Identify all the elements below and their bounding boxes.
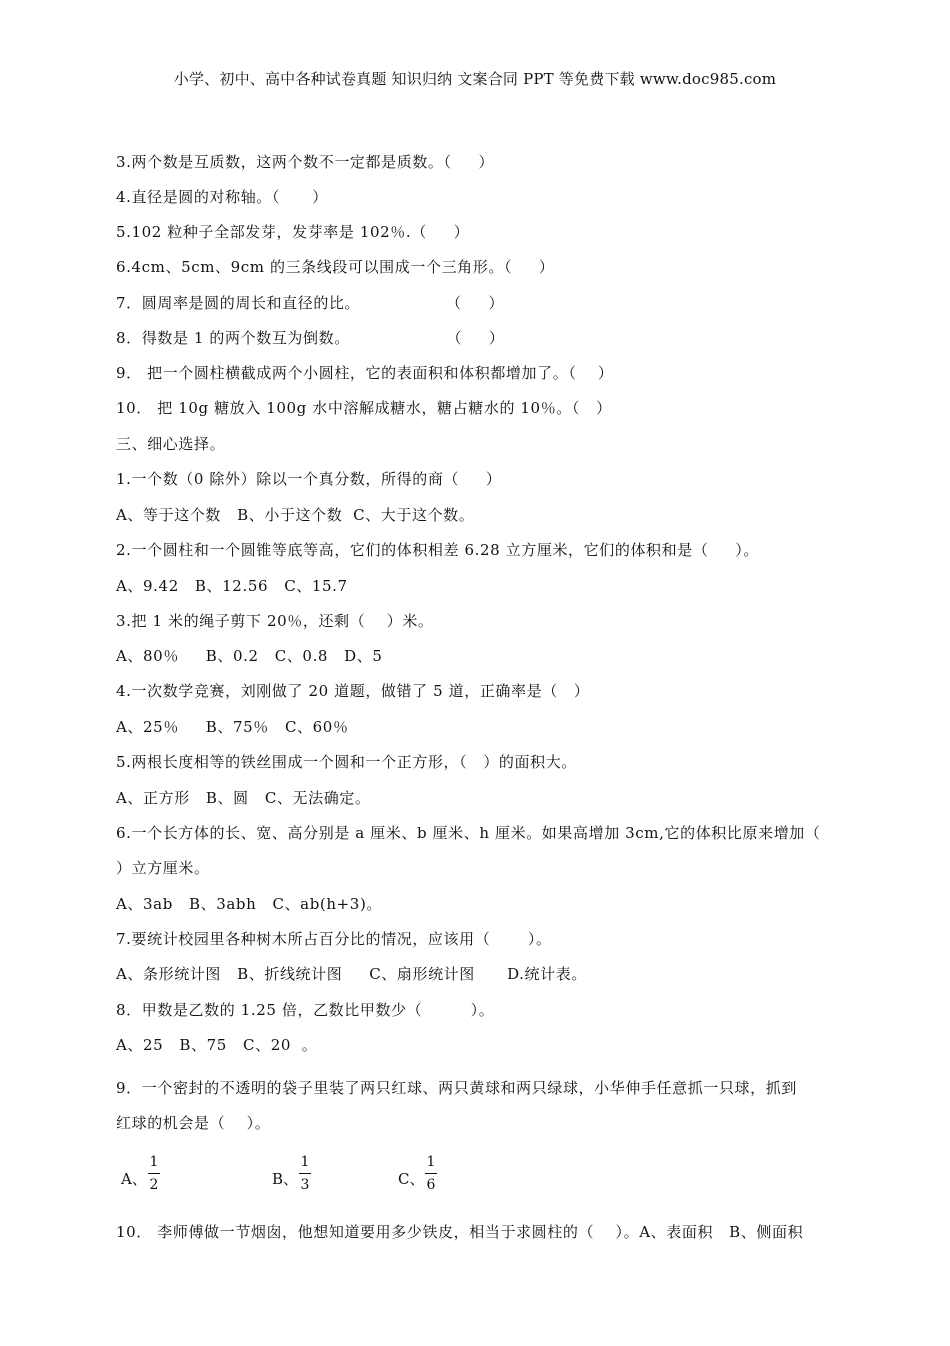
choice-q3: 3.把 1 米的绳子剪下 20％，还剩（ ）米。 (116, 612, 434, 630)
numerator: 1 (426, 1154, 436, 1170)
choice-q6: 6.一个长方体的长、宽、高分别是 a 厘米、b 厘米、h 厘米。如果高增加 3cm,它的体积比原来增加（ (116, 824, 821, 842)
choice-q2: 2.一个圆柱和一个圆锥等底等高，它们的体积相差 6.28 立方厘米，它们的体积和是（ ）。 (116, 541, 759, 559)
choice-q5-options: A、正方形 B、圆 C、无法确定。 (116, 789, 371, 807)
judge-item-4: 4.直径是圆的对称轴。（ ） (116, 188, 328, 206)
judge-item-6: 6.4cm、5cm、9cm 的三条线段可以围成一个三角形。（ ） (116, 258, 555, 276)
judge-item-5: 5.102 粒种子全部发芽，发芽率是 102％.（ ） (116, 223, 470, 241)
judge-item-7: 7．圆周率是圆的周长和直径的比。 （ ） (116, 294, 505, 312)
option-b-label: B、 (272, 1170, 299, 1188)
judge-item-9: 9． 把一个圆柱横截成两个小圆柱，它的表面积和体积都增加了。（ ） (116, 364, 614, 382)
choice-q1-options: A、等于这个数 B、小于这个数 C、大于这个数。 (116, 506, 475, 524)
choice-q1: 1.一个数（0 除外）除以一个真分数，所得的商（ ） (116, 470, 502, 488)
judge-item-3: 3.两个数是互质数，这两个数不一定都是质数。（ ） (116, 153, 495, 171)
judge-item-8: 8．得数是 1 的两个数互为倒数。 （ ） (116, 329, 505, 347)
section-title: 三、细心选择。 (116, 435, 226, 453)
fraction-third (299, 1154, 311, 1194)
fraction-bar (148, 1173, 160, 1174)
choice-q7-options: A、条形统计图 B、折线统计图 C、扇形统计图 D.统计表。 (116, 965, 587, 983)
fraction-half (148, 1154, 160, 1194)
choice-q10: 10． 李师傅做一节烟囱，他想知道要用多少铁皮，相当于求圆柱的（ ）。A、表面积 B、侧面积 (116, 1223, 804, 1241)
choice-q6-options: A、3ab B、3abh C、ab(h+3)。 (116, 895, 382, 913)
judge-item-10: 10． 把 10g 糖放入 100g 水中溶解成糖水，糖占糖水的 10％。（ ） (116, 399, 612, 417)
numerator: 1 (149, 1154, 159, 1170)
page-header: 小学、初中、高中各种试卷真题 知识归纳 文案合同 PPT 等免费下载 www.doc985.com (173, 70, 777, 88)
denominator: 3 (300, 1177, 310, 1193)
fraction-bar (425, 1173, 437, 1174)
choice-q3-options: A、80％ B、0.2 C、0.8 D、5 (116, 647, 383, 665)
choice-q2-options: A、9.42 B、12.56 C、15.7 (116, 577, 348, 595)
denominator: 2 (149, 1177, 159, 1193)
choice-q4: 4.一次数学竞赛，刘刚做了 20 道题，做错了 5 道，正确率是（ ） (116, 682, 590, 700)
option-c-label: C、 (398, 1170, 425, 1188)
choice-q4-options: A、25％ B、75％ C、60％ (116, 718, 349, 736)
fraction-sixth (425, 1154, 437, 1194)
choice-q8: 8．甲数是乙数的 1.25 倍，乙数比甲数少（ ）。 (116, 1001, 495, 1019)
choice-q8-options: A、25 B、75 C、20 。 (116, 1036, 318, 1054)
denominator: 6 (426, 1177, 436, 1193)
option-a-label: A、 (121, 1170, 147, 1188)
choice-q9: 9．一个密封的不透明的袋子里装了两只红球、两只黄球和两只绿球，小华伸手任意抓一只球，抓到 (116, 1079, 797, 1097)
choice-q7: 7.要统计校园里各种树木所占百分比的情况，应该用（ ）。 (116, 930, 552, 948)
numerator: 1 (300, 1154, 310, 1170)
fraction-bar (299, 1173, 311, 1174)
choice-q5: 5.两根长度相等的铁丝围成一个圆和一个正方形，（ ）的面积大。 (116, 753, 577, 771)
choice-q6-cont: ）立方厘米。 (116, 859, 210, 877)
choice-q9-cont: 红球的机会是（ ）。 (116, 1114, 271, 1132)
